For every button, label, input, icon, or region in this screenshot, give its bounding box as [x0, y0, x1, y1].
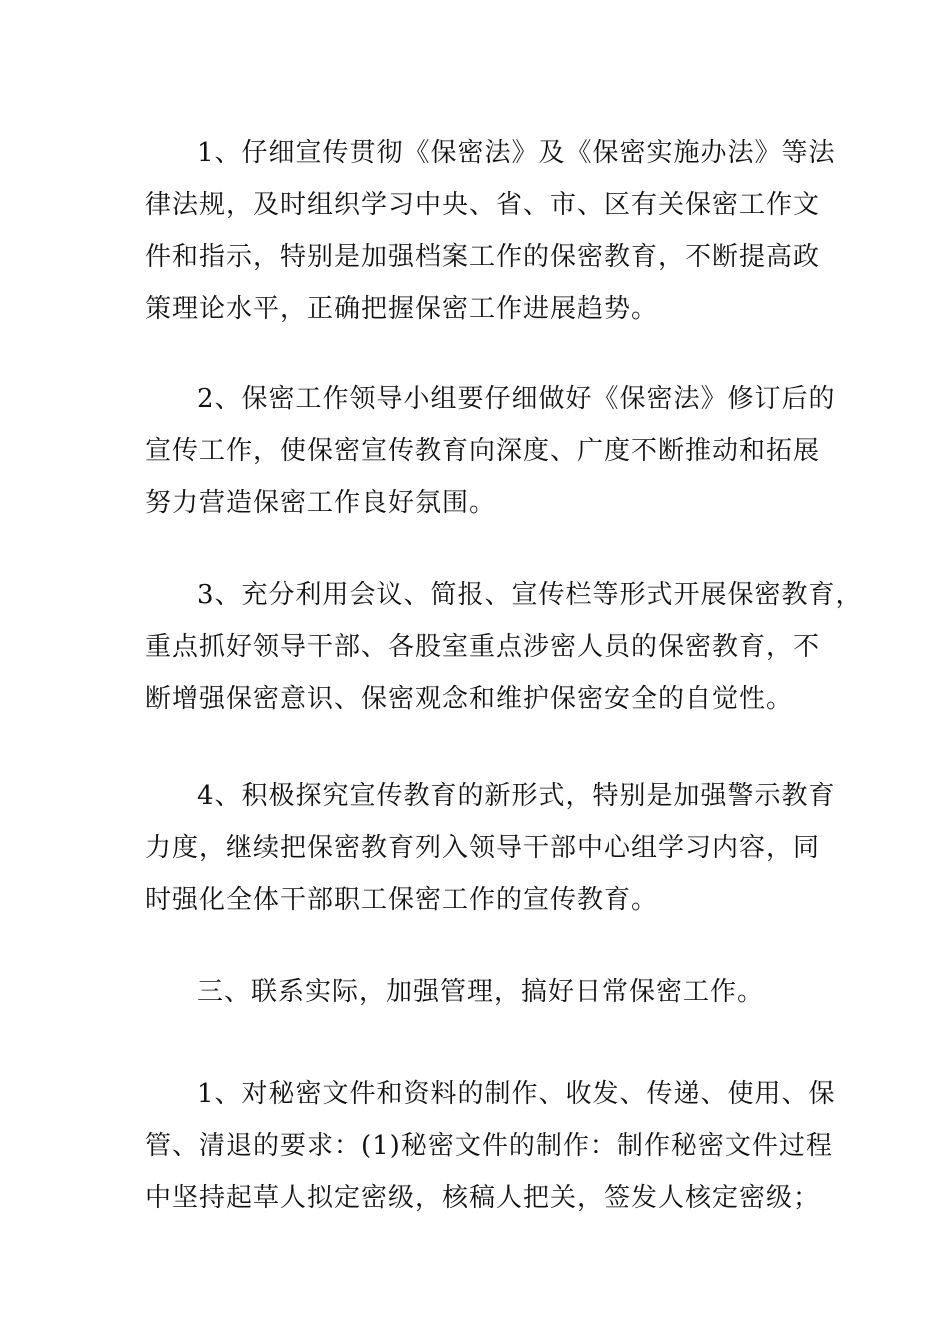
- paragraph-line: 3、充分利用会议、简报、宣传栏等形式开展保密教育，: [197, 580, 863, 610]
- paragraph-line: 1、对秘密文件和资料的制作、收发、传递、使用、保: [197, 1079, 836, 1109]
- paragraph-line: 管、清退的要求：(1)秘密文件的制作：制作秘密文件过程: [145, 1131, 833, 1161]
- paragraph-line: 断增强保密意识、保密观念和维护保密安全的自觉性。: [145, 684, 794, 714]
- paragraph-line: 宣传工作，使保密宣传教育向深度、广度不断推动和拓展: [145, 436, 821, 466]
- paragraph-line: 4、积极探究宣传教育的新形式，特别是加强警示教育: [197, 781, 836, 811]
- paragraph-line: 件和指示，特别是加强档案工作的保密教育，不断提高政: [145, 242, 821, 272]
- paragraph-line: 策理论水平，正确把握保密工作进展趋势。: [145, 294, 659, 324]
- section-heading: [145, 966, 815, 1018]
- section-heading-text: 三、联系实际，加强管理，搞好日常保密工作。: [197, 977, 765, 1007]
- paragraph-1: [145, 127, 836, 335]
- paragraph-line: 重点抓好领导干部、各股室重点涉密人员的保密教育，不: [145, 632, 821, 662]
- paragraph-5: [145, 1068, 836, 1224]
- paragraph-line: 时强化全体干部职工保密工作的宣传教育。: [145, 885, 659, 915]
- paragraph-4: [145, 770, 836, 926]
- paragraph-line: 力度，继续把保密教育列入领导干部中心组学习内容，同: [145, 833, 821, 863]
- paragraph-3: [145, 569, 863, 725]
- paragraph-2: [145, 373, 836, 529]
- paragraph-line: 2、保密工作领导小组要仔细做好《保密法》修订后的: [197, 384, 836, 414]
- paragraph-line: 律法规，及时组织学习中央、省、市、区有关保密工作文: [145, 190, 821, 220]
- paragraph-line: 1、仔细宣传贯彻《保密法》及《保密实施办法》等法: [197, 138, 836, 168]
- paragraph-line: 努力营造保密工作良好氛围。: [145, 488, 497, 518]
- paragraph-line: 中坚持起草人拟定密级，核稿人把关，签发人核定密级；: [145, 1183, 821, 1213]
